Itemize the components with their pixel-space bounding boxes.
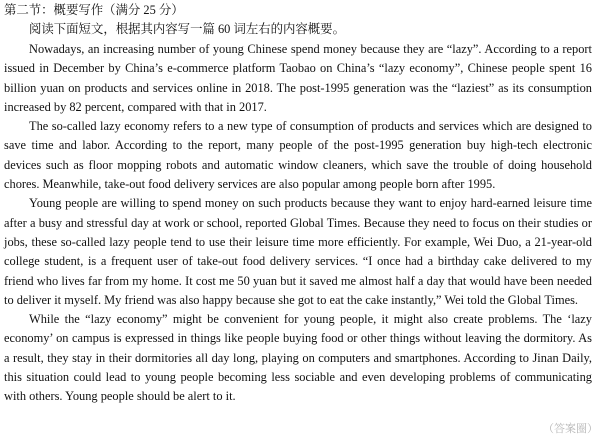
task-instruction: 阅读下面短文，根据其内容写一篇 60 词左右的内容概要。: [29, 22, 345, 36]
passage-paragraph-3: Young people are willing to spend money on such products because they want to enjoy hard-earned leisure time after a busy and stressful day at work or school, reported Global Times. Because they need to focus on their studies or jobs, these so-called lazy people tend to use their leisure time more efficiently. For example, Wei Duo, a 21-year-old college student, is a frequent user of take-out food delivery services. “I once had a birthday cake delivered to my friend who lives far from my home. It cost me 50 yuan but it saved me almost half a day that would have been needed to deliver it myself. My friend was also happy because she got to eat the cake instantly,” Wei told the Global Times.: [4, 196, 592, 307]
passage-paragraph-2: The so-called lazy economy refers to a new type of consumption of products and services which are designed to save time and labor. According to the report, many people of the post-1995 generation buy high-tech electronic devices such as floor mopping robots and automatic window cleaners, which save the trouble of doing household chores. Meanwhile, take-out food delivery services are also popular among people born after 1995.: [4, 119, 592, 192]
passage-body: [4, 40, 592, 407]
section-heading: 第二节：概要写作（满分 25 分）: [4, 3, 184, 17]
passage-paragraph-4: While the “lazy economy” might be convenient for young people, it might also create problems. The ‘lazy economy’ on campus is expressed in things like people buying food or other things without leaving the dormitory. As a result, they stay in their dormitories all day long, playing on computers and smartphones. According to Jinan Daily, this situation could lead to young people becoming less sociable and even developing problems of communicating with others. Young people should be alert to it.: [4, 312, 592, 404]
watermark-stamp: （答案圈）: [543, 421, 598, 435]
passage-paragraph-1: Nowadays, an increasing number of young Chinese spend money because they are “lazy”. According to a report issued in December by China’s e-commerce platform Taobao on China’s “lazy economy”, Chinese people spent 16 billion yuan on products and services online in 2018. The post-1995 generation was the “laziest” as its consumption increased by 82 percent, compared with that in 2017.: [4, 42, 592, 114]
